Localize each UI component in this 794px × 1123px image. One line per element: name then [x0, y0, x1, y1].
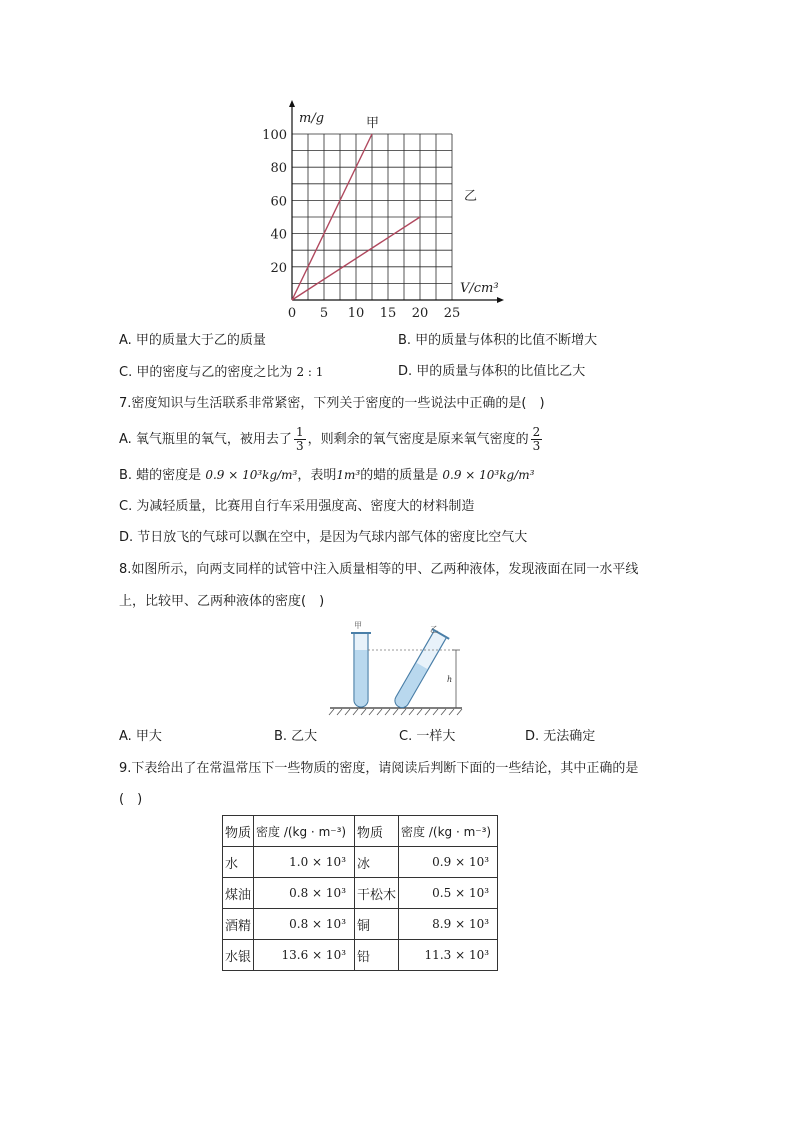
q8-stem-line-1: 8.如图所示，向两支同样的试管中注入质量相等的甲、乙两种液体，发现液面在同一水平线 [119, 562, 639, 577]
ground-hatching [329, 709, 462, 715]
chart-grid [292, 134, 452, 300]
label-yi: 乙 [430, 625, 438, 634]
table-cell: 0.8 × 10³ [254, 878, 355, 909]
x-tick-label: 0 [287, 306, 297, 321]
table-header-row [223, 816, 498, 847]
q9-stem-line-2: ( ) [119, 792, 143, 807]
q8-option-d: D. 无法确定 [525, 729, 596, 744]
q8-stem-line-2: 上，比较甲、乙两种液体的密度( ) [119, 594, 325, 609]
y-tick-label: 60 [270, 194, 287, 210]
wax-density-value: 0.9 × 10³kg/m³ [205, 468, 298, 482]
fraction-two-thirds: $\frac{2}{3}$ [532, 425, 541, 453]
wax-volume-value: 1m³ [336, 468, 361, 482]
q7-option-b [119, 465, 534, 486]
x-tick-label: 20 [411, 306, 429, 321]
table-row [223, 909, 498, 940]
q7-option-b-text: B. 蜡的密度是 [119, 468, 202, 483]
x-tick-label: 10 [347, 306, 365, 321]
q8-option-b: B. 乙大 [274, 729, 318, 744]
label-h: h [447, 675, 453, 684]
table-cell: 冰 [355, 847, 399, 878]
y-tick-label: 100 [262, 128, 287, 143]
q7-option-b-text-3: 的蜡的质量是 [360, 468, 439, 483]
y-axis-arrow [289, 100, 295, 107]
y-tick-label: 20 [270, 260, 287, 276]
table-cell: 酒精 [223, 909, 254, 940]
table-row [223, 940, 498, 971]
q7-stem: 7.密度知识与生活联系非常紧密，下列关于密度的一些说法中正确的是( ) [119, 396, 545, 411]
q6-option-b: B. 甲的质量与体积的比值不断增大 [398, 333, 598, 348]
table-cell: 煤油 [223, 878, 254, 909]
x-axis-label: V/cm³ [460, 281, 499, 296]
q7-option-a-text-2: ，则剩余的氧气密度是原来氧气密度的 [307, 432, 529, 447]
series-label-yi: 乙 [464, 189, 478, 204]
table-cell: 0.5 × 10³ [399, 878, 498, 909]
table-cell: 0.8 × 10³ [254, 909, 355, 940]
fraction-one-third: $\frac{1}{3}$ [295, 425, 304, 453]
x-axis-arrow [497, 297, 504, 303]
wax-mass-value: 0.9 × 10³kg/m³ [442, 468, 535, 482]
q6-option-c [119, 362, 323, 383]
table-row [223, 847, 498, 878]
header-substance-2: 物质 [355, 816, 399, 847]
q6-option-c-text: C. 甲的密度与乙的密度之比为 [119, 365, 293, 380]
x-tick-label: 15 [379, 306, 397, 321]
table-cell: 干松木 [355, 878, 399, 909]
q7-option-b-text-2: ，表明 [297, 468, 337, 483]
q6-option-c-ratio: 2 : 1 [296, 365, 324, 379]
table-cell: 水 [223, 847, 254, 878]
table-cell: 水银 [223, 940, 254, 971]
header-substance: 物质 [223, 816, 254, 847]
y-tick-label: 40 [270, 227, 287, 243]
q7-option-a [119, 426, 544, 454]
y-tick-label: 80 [270, 161, 287, 177]
table-cell: 1.0 × 10³ [254, 847, 355, 878]
test-tubes-figure [326, 620, 468, 720]
table-cell: 铅 [355, 940, 399, 971]
table-cell: 11.3 × 10³ [399, 940, 498, 971]
q7-option-a-text: A. 氧气瓶里的氧气，被用去了 [119, 432, 292, 447]
header-density-2: 密度 /(kg · m⁻³) [399, 816, 498, 847]
tube-yi [390, 629, 449, 712]
q7-option-d: D. 节日放飞的气球可以飘在空中，是因为气球内部气体的密度比空气大 [119, 530, 528, 545]
q6-option-a: A. 甲的质量大于乙的质量 [119, 333, 266, 348]
q6-option-d: D. 甲的质量与体积的比值比乙大 [398, 364, 586, 379]
x-tick-label: 5 [319, 306, 329, 321]
series-label-jia: 甲 [366, 116, 380, 131]
density-table [222, 815, 498, 971]
q8-option-c: C. 一样大 [399, 729, 456, 744]
tube-jia [351, 633, 371, 707]
table-row [223, 878, 498, 909]
mass-volume-chart [262, 100, 542, 325]
y-axis-label: m/g [299, 111, 325, 126]
x-tick-label: 25 [443, 306, 461, 321]
table-cell: 8.9 × 10³ [399, 909, 498, 940]
q9-stem-line-1: 9.下表给出了在常温常压下一些物质的密度，请阅读后判断下面的一些结论，其中正确的是 [119, 761, 639, 776]
label-jia: 甲 [354, 621, 362, 630]
q7-option-c: C. 为减轻质量，比赛用自行车采用强度高、密度大的材料制造 [119, 499, 475, 514]
table-cell: 13.6 × 10³ [254, 940, 355, 971]
q8-option-a: A. 甲大 [119, 729, 162, 744]
table-cell: 0.9 × 10³ [399, 847, 498, 878]
table-cell: 铜 [355, 909, 399, 940]
header-density: 密度 /(kg · m⁻³) [254, 816, 355, 847]
